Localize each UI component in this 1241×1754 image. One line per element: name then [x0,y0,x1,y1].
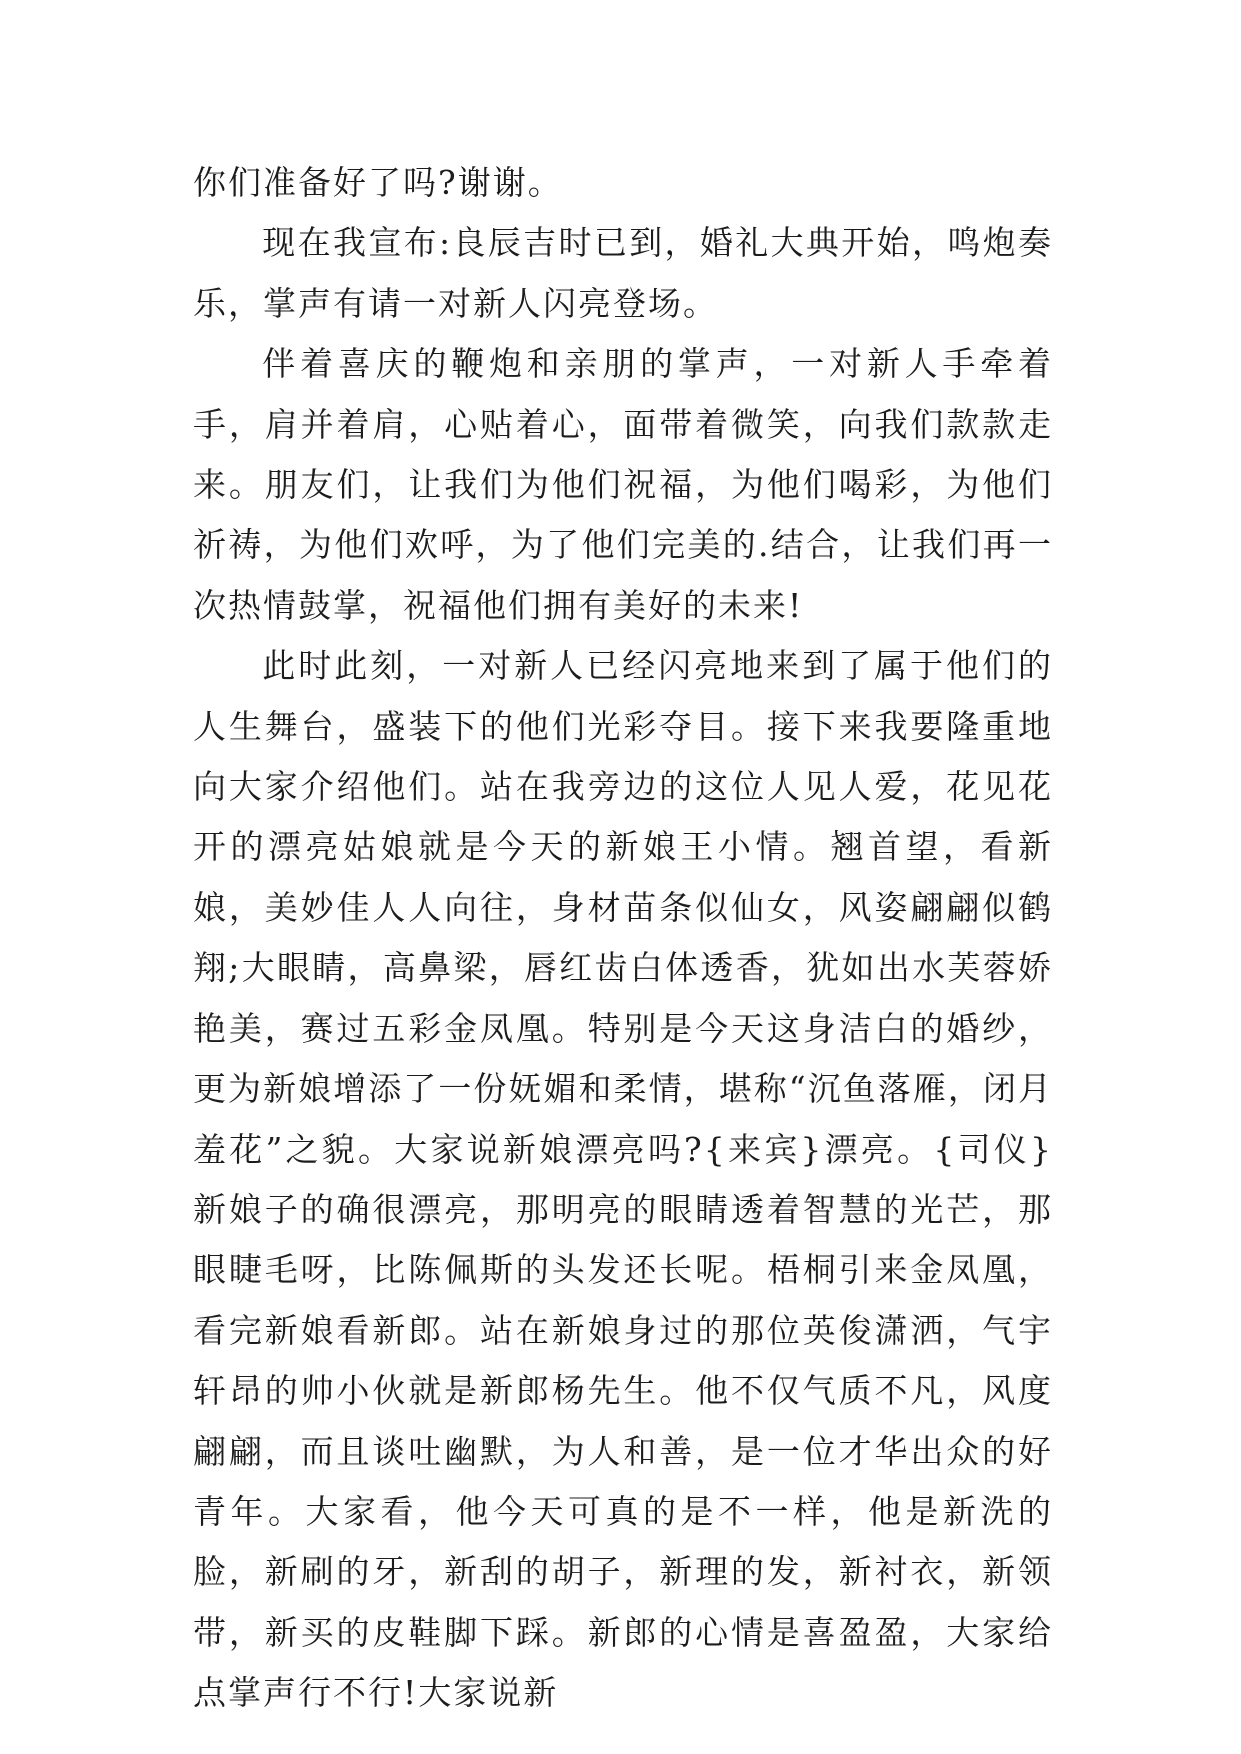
document-page [193,153,1053,1724]
paragraph-2: 现在我宣布:良辰吉时已到，婚礼大典开始，鸣炮奏乐，掌声有请一对新人闪亮登场。 [193,223,1053,323]
paragraph-1: 你们准备好了吗?谢谢。 [193,163,563,202]
paragraph-4: 此时此刻，一对新人已经闪亮地来到了属于他们的人生舞台，盛装下的他们光彩夺目。接下来我要隆重地向大家介绍他们。站在我旁边的这位人见人爱，花见花开的漂亮姑娘就是今天的新娘王小情。翘首望，看新娘，美妙佳人人向往，身材苗条似仙女，风姿翩翩似鹤翔;大眼睛，高鼻梁，唇红齿白体透香，犹如出水芙蓉娇艳美，赛过五彩金凤凰。特别是今天这身洁白的婚纱，更为新娘增添了一份妩媚和柔情，堪称“沉鱼落雁，闭月羞花”之貌。大家说新娘漂亮吗?{来宾}漂亮。{司仪}新娘子的确很漂亮，那明亮的眼睛透着智慧的光芒，那眼睫毛呀，比陈佩斯的头发还长呢。梧桐引来金凤凰，看完新娘看新郎。站在新娘身过的那位英俊潇洒，气宇轩昂的帅小伙就是新郎杨先生。他不仅气质不凡，风度翩翩，而且谈吐幽默，为人和善，是一位才华出众的好青年。大家看，他今天可真的是不一样，他是新洗的脸，新刷的牙，新刮的胡子，新理的发，新衬衣，新领带，新买的皮鞋脚下踩。新郎的心情是喜盈盈，大家给点掌声行不行!大家说新 [193,646,1053,1713]
paragraph-3: 伴着喜庆的鞭炮和亲朋的掌声，一对新人手牵着手，肩并着肩，心贴着心，面带着微笑，向我们款款走来。朋友们，让我们为他们祝福，为他们喝彩，为他们祈祷，为他们欢呼，为了他们完美的.结合，让我们再一次热情鼓掌，祝福他们拥有美好的未来! [193,344,1053,625]
